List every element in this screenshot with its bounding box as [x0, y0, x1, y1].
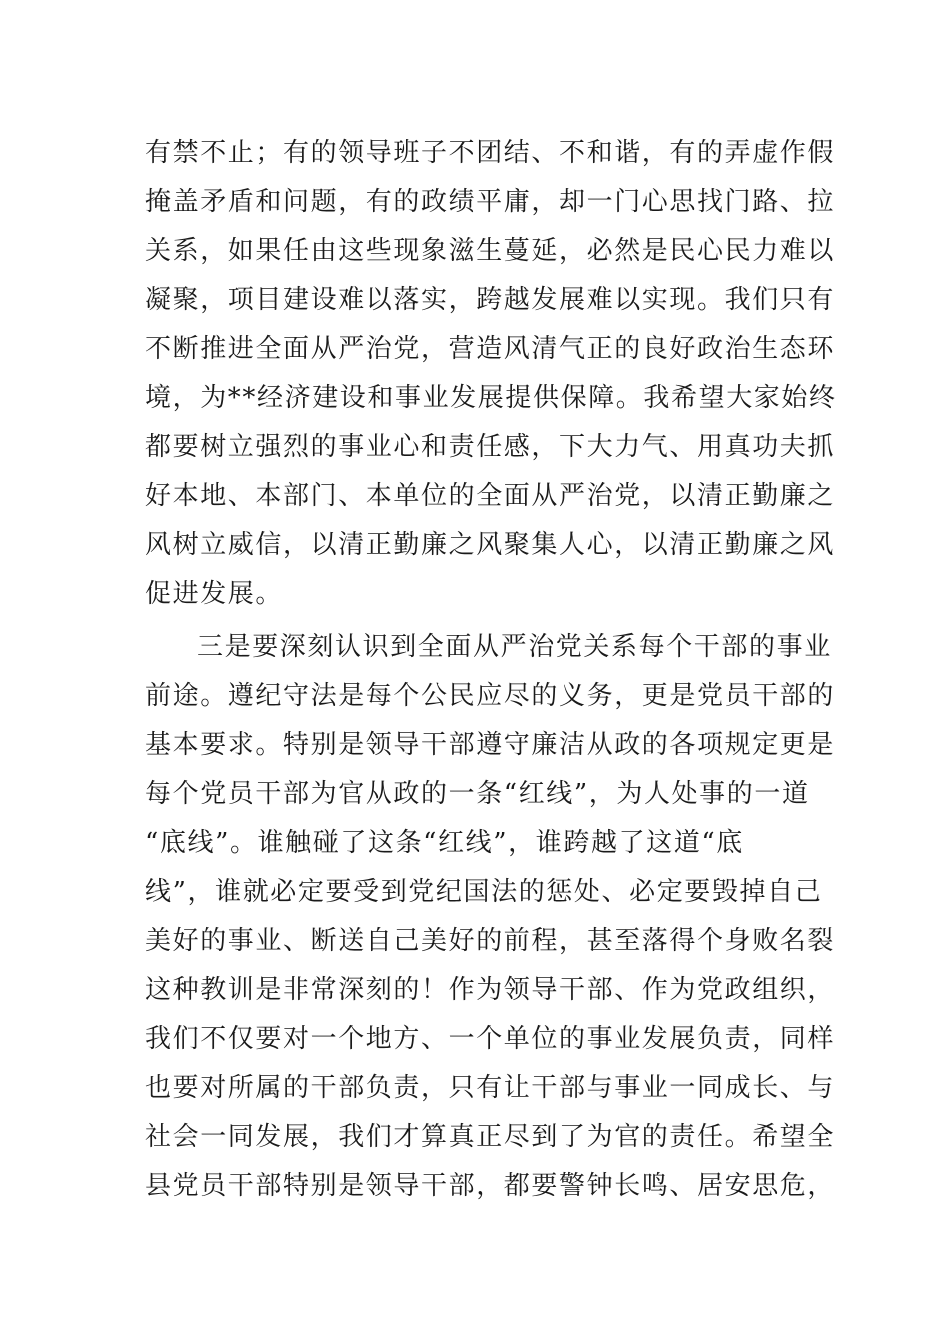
text-line: 不断推进全面从严治党，营造风清气正的良好政治生态环 — [145, 334, 836, 364]
text-line: 这种教训是非常深刻的！作为领导干部、作为党政组织， — [145, 975, 836, 1005]
text-line: 掩盖矛盾和问题，有的政绩平庸，却一门心思找门路、拉 — [145, 187, 836, 217]
text-line: 凝聚，项目建设难以落实，跨越发展难以实现。我们只有 — [145, 285, 836, 315]
paragraph-start-line: 三是要深刻认识到全面从严治党关系每个干部的事业 — [197, 632, 832, 662]
text-line: 境，为**经济建设和事业发展提供保障。我希望大家始终 — [145, 383, 837, 413]
text-line: 前途。遵纪守法是每个公民应尽的义务，更是党员干部的 — [145, 681, 836, 711]
text-line: 关系，如果任由这些现象滋生蔓延，必然是民心民力难以 — [145, 236, 836, 266]
text-line: 社会一同发展，我们才算真正尽到了为官的责任。希望全 — [145, 1122, 836, 1152]
text-line: 有禁不止；有的领导班子不团结、不和谐，有的弄虚作假 — [145, 138, 836, 168]
text-line: 县党员干部特别是领导干部，都要警钟长鸣、居安思危， — [145, 1171, 836, 1201]
text-line: 基本要求。特别是领导干部遵守廉洁从政的各项规定更是 — [145, 730, 836, 760]
text-line: 风树立威信，以清正勤廉之风聚集人心，以清正勤廉之风 — [145, 530, 836, 560]
text-line: 促进发展。 — [145, 579, 284, 609]
text-line: 我们不仅要对一个地方、一个单位的事业发展负责，同样 — [145, 1024, 836, 1054]
text-line: 也要对所属的干部负责，只有让干部与事业一同成长、与 — [145, 1073, 836, 1103]
text-line: 每个党员干部为官从政的一条“红线”，为人处事的一道 — [145, 779, 810, 809]
text-line: 都要树立强烈的事业心和责任感，下大力气、用真功夫抓 — [145, 432, 836, 462]
text-line: 好本地、本部门、本单位的全面从严治党，以清正勤廉之 — [145, 481, 836, 511]
text-line: 美好的事业、断送自己美好的前程，甚至落得个身败名裂 — [145, 926, 836, 956]
text-line: “底线”。谁触碰了这条“红线”，谁跨越了这道“底 — [145, 828, 744, 858]
text-line: 线”，谁就必定要受到党纪国法的惩处、必定要毁掉自己 — [145, 877, 823, 907]
